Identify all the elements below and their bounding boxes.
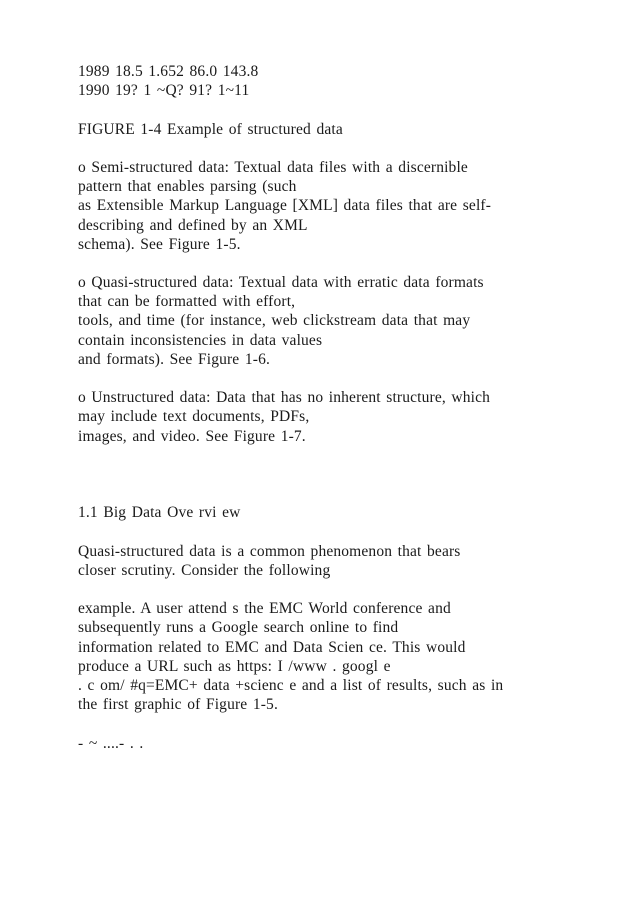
paragraph-line: the first graphic of Figure 1-5. [78, 696, 278, 714]
paragraph-line: subsequently runs a Google search online to find [78, 619, 399, 637]
bullet-line: o Quasi-structured data: Textual data with erratic data formats [78, 274, 484, 292]
paragraph-line: . c om/ #q=EMC+ data +scienc e and a list of results, such as in [78, 677, 504, 695]
bullet-line: contain inconsistencies in data values [78, 331, 323, 349]
intro-paragraph [78, 542, 558, 580]
section-heading: 1.1 Big Data Ove rvi ew [78, 504, 241, 522]
bullet-line: o Unstructured data: Data that has no inherent structure, which [78, 389, 491, 407]
bullet-line: may include text documents, PDFs, [78, 408, 310, 426]
bullet-line: describing and defined by an XML [78, 216, 308, 234]
bullet-line: as Extensible Markup Language [XML] data files that are self- [78, 197, 492, 215]
document-body [78, 62, 558, 753]
table-row: 1990 19? 1 ~Q? 91? 1~11 [78, 82, 250, 100]
bullet-line: o Semi-structured data: Textual data files with a discernible [78, 158, 468, 176]
example-paragraph [78, 599, 558, 714]
figure-caption: FIGURE 1-4 Example of structured data [78, 120, 343, 138]
paragraph-line: example. A user attend s the EMC World conference and [78, 600, 451, 618]
table-row: 1989 18.5 1.652 86.0 143.8 [78, 63, 259, 80]
bullet-line: that can be formatted with effort, [78, 293, 296, 311]
paragraph-line: information related to EMC and Data Scien ce. This would [78, 638, 466, 656]
paragraph-line: produce a URL such as https: I /www . googl e [78, 657, 391, 675]
bullet-line: and formats). See Figure 1-6. [78, 350, 270, 368]
trailing-artifact: - ~ ....- . . [78, 734, 144, 752]
bullet-line: pattern that enables parsing (such [78, 178, 297, 196]
bullet-line: tools, and time (for instance, web clickstream data that may [78, 312, 471, 330]
bullet-unstructured [78, 388, 558, 446]
bullet-quasi-structured [78, 273, 558, 369]
bullet-semi-structured [78, 158, 558, 254]
paragraph-line: closer scrutiny. Consider the following [78, 561, 331, 579]
bullet-line: images, and video. See Figure 1-7. [78, 427, 306, 445]
paragraph-line: Quasi-structured data is a common phenomenon that bears [78, 542, 461, 560]
bullet-line: schema). See Figure 1-5. [78, 235, 241, 253]
